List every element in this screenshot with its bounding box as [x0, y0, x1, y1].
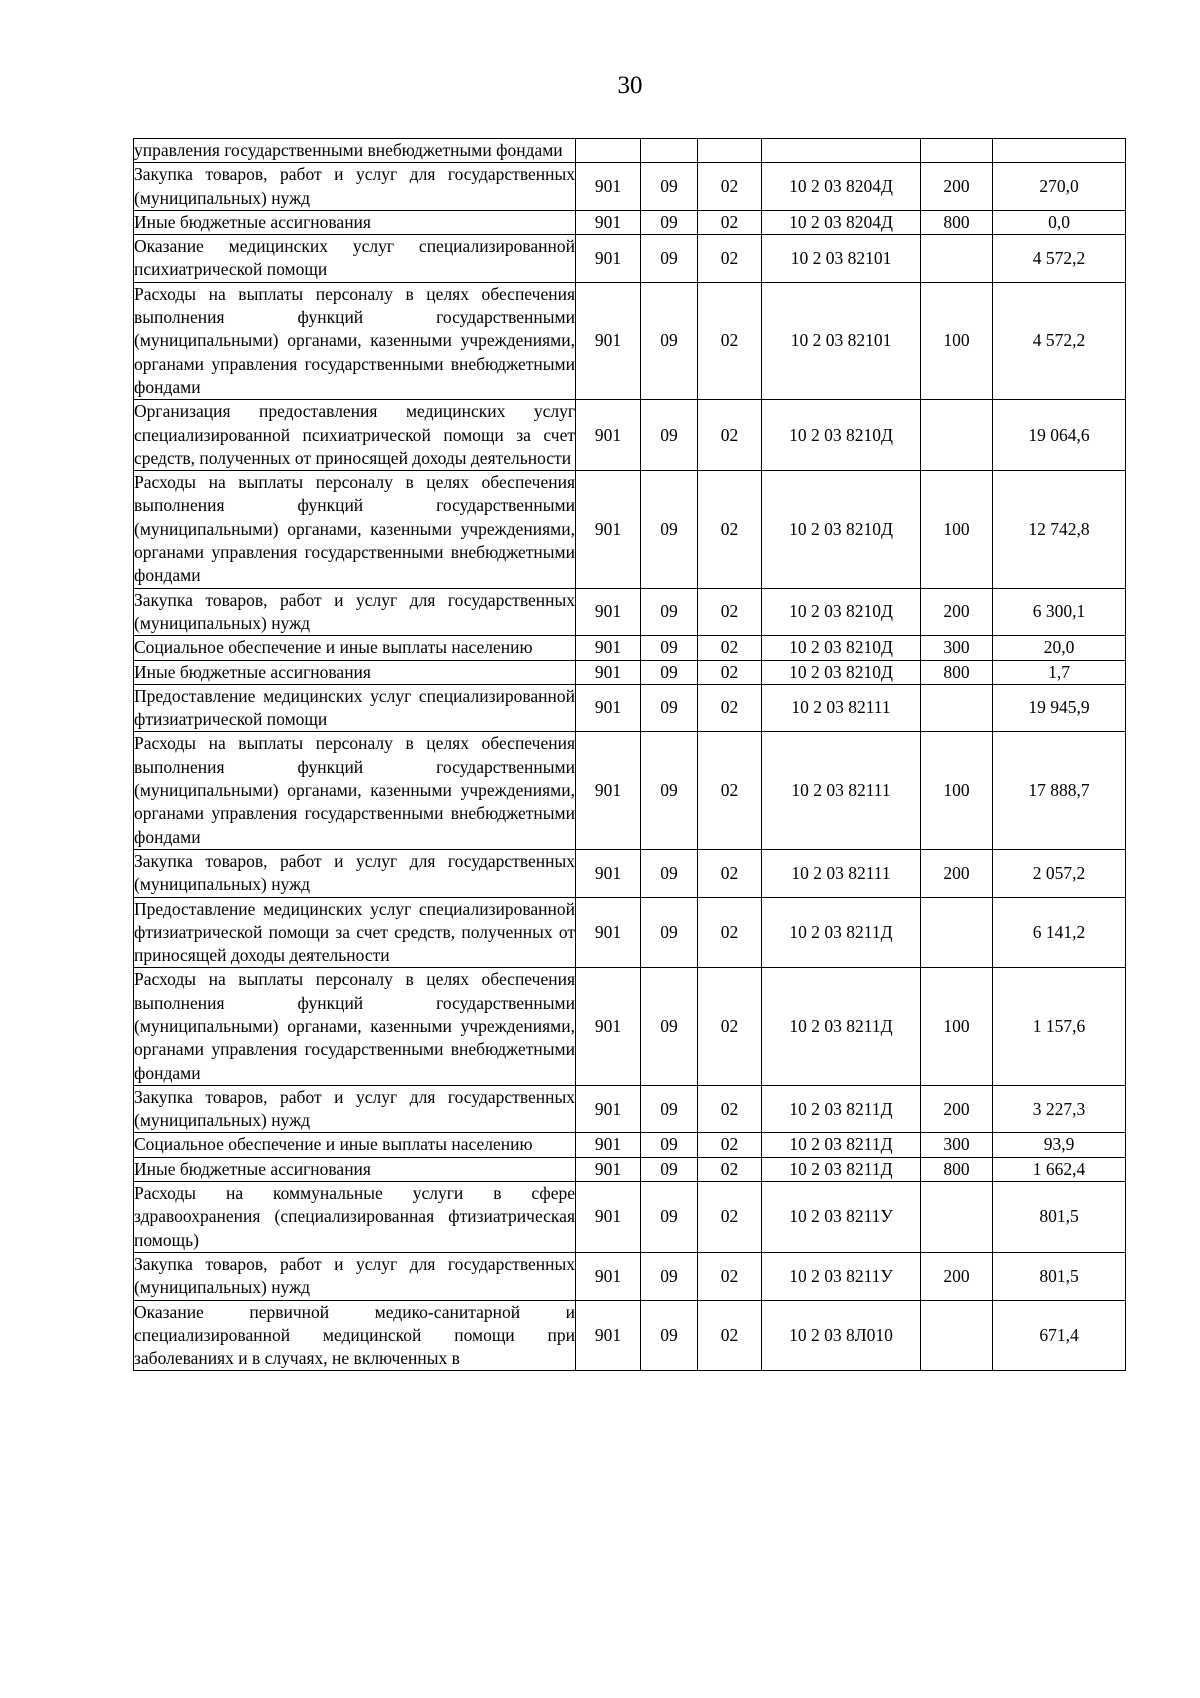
- cell-description: Закупка товаров, работ и услуг для государственных (муниципальных) нужд: [134, 849, 576, 897]
- table-row: [134, 968, 1126, 1085]
- cell-target-article-code: [762, 139, 921, 163]
- cell-description: Расходы на выплаты персоналу в целях обеспечения выполнения функций государственными (муниципальными) органами, казенными учреждениями, органами управления государственными внебюджетными фондами: [134, 732, 576, 849]
- budget-table: [133, 138, 1126, 1371]
- cell-subsection-code: 02: [698, 636, 762, 660]
- cell-target-article-code: 10 2 03 82111: [762, 684, 921, 732]
- cell-section-code: 09: [641, 732, 698, 849]
- cell-grbs-code: 901: [576, 849, 641, 897]
- cell-expense-type-code: 200: [921, 1252, 993, 1300]
- cell-subsection-code: 02: [698, 471, 762, 588]
- cell-target-article-code: 10 2 03 8Л010: [762, 1300, 921, 1371]
- cell-expense-type-code: 200: [921, 1085, 993, 1133]
- cell-section-code: 09: [641, 282, 698, 399]
- table-row: [134, 210, 1126, 234]
- cell-target-article-code: 10 2 03 8211Д: [762, 1157, 921, 1181]
- cell-subsection-code: 02: [698, 1252, 762, 1300]
- cell-description: управления государственными внебюджетными фондами: [134, 139, 576, 163]
- cell-grbs-code: 901: [576, 1133, 641, 1157]
- table-row: [134, 684, 1126, 732]
- cell-grbs-code: 901: [576, 400, 641, 471]
- cell-description: Расходы на выплаты персоналу в целях обеспечения выполнения функций государственными (муниципальными) органами, казенными учреждениями, органами управления государственными внебюджетными фондами: [134, 282, 576, 399]
- cell-description: Расходы на выплаты персоналу в целях обеспечения выполнения функций государственными (муниципальными) органами, казенными учреждениями, органами управления государственными внебюджетными фондами: [134, 968, 576, 1085]
- cell-section-code: 09: [641, 1300, 698, 1371]
- cell-subsection-code: 02: [698, 400, 762, 471]
- cell-target-article-code: 10 2 03 8210Д: [762, 471, 921, 588]
- cell-grbs-code: 901: [576, 636, 641, 660]
- cell-section-code: 09: [641, 968, 698, 1085]
- cell-expense-type-code: 800: [921, 660, 993, 684]
- cell-description: Расходы на коммунальные услуги в сфере здравоохранения (специализированная фтизиатрическая помощь): [134, 1182, 576, 1253]
- cell-target-article-code: 10 2 03 8211У: [762, 1182, 921, 1253]
- cell-expense-type-code: [921, 139, 993, 163]
- cell-description: Закупка товаров, работ и услуг для государственных (муниципальных) нужд: [134, 1252, 576, 1300]
- table-row: [134, 897, 1126, 968]
- cell-section-code: [641, 139, 698, 163]
- cell-target-article-code: 10 2 03 8210Д: [762, 660, 921, 684]
- page-number: 30: [617, 72, 643, 99]
- cell-expense-type-code: [921, 897, 993, 968]
- cell-grbs-code: 901: [576, 660, 641, 684]
- cell-target-article-code: 10 2 03 8204Д: [762, 210, 921, 234]
- cell-section-code: 09: [641, 849, 698, 897]
- cell-target-article-code: 10 2 03 8211Д: [762, 1085, 921, 1133]
- cell-expense-type-code: [921, 1182, 993, 1253]
- cell-grbs-code: 901: [576, 163, 641, 211]
- cell-amount: 1 157,6: [993, 968, 1126, 1085]
- table-row: [134, 139, 1126, 163]
- cell-amount: 4 572,2: [993, 282, 1126, 399]
- cell-amount: 3 227,3: [993, 1085, 1126, 1133]
- table-row: [134, 588, 1126, 636]
- cell-section-code: 09: [641, 588, 698, 636]
- cell-amount: 20,0: [993, 636, 1126, 660]
- cell-subsection-code: 02: [698, 1182, 762, 1253]
- cell-description: Расходы на выплаты персоналу в целях обеспечения выполнения функций государственными (муниципальными) органами, казенными учреждениями, органами управления государственными внебюджетными фондами: [134, 471, 576, 588]
- cell-expense-type-code: 800: [921, 210, 993, 234]
- cell-amount: 2 057,2: [993, 849, 1126, 897]
- cell-subsection-code: 02: [698, 235, 762, 283]
- cell-subsection-code: 02: [698, 282, 762, 399]
- cell-subsection-code: 02: [698, 588, 762, 636]
- cell-amount: [993, 139, 1126, 163]
- cell-amount: 6 300,1: [993, 588, 1126, 636]
- cell-amount: 17 888,7: [993, 732, 1126, 849]
- table-row: [134, 1252, 1126, 1300]
- cell-subsection-code: [698, 139, 762, 163]
- cell-subsection-code: 02: [698, 849, 762, 897]
- cell-grbs-code: 901: [576, 897, 641, 968]
- cell-expense-type-code: 800: [921, 1157, 993, 1181]
- cell-amount: 801,5: [993, 1182, 1126, 1253]
- cell-grbs-code: 901: [576, 1085, 641, 1133]
- cell-description: Социальное обеспечение и иные выплаты населению: [134, 636, 576, 660]
- cell-subsection-code: 02: [698, 660, 762, 684]
- cell-section-code: 09: [641, 471, 698, 588]
- cell-grbs-code: 901: [576, 1157, 641, 1181]
- cell-description: Предоставление медицинских услуг специализированной фтизиатрической помощи: [134, 684, 576, 732]
- cell-target-article-code: 10 2 03 8210Д: [762, 400, 921, 471]
- cell-target-article-code: 10 2 03 8211Д: [762, 1133, 921, 1157]
- cell-expense-type-code: 100: [921, 732, 993, 849]
- cell-target-article-code: 10 2 03 8211Д: [762, 968, 921, 1085]
- cell-section-code: 09: [641, 1157, 698, 1181]
- cell-section-code: 09: [641, 163, 698, 211]
- cell-section-code: 09: [641, 1252, 698, 1300]
- cell-grbs-code: 901: [576, 471, 641, 588]
- cell-amount: 93,9: [993, 1133, 1126, 1157]
- cell-subsection-code: 02: [698, 684, 762, 732]
- cell-description: Иные бюджетные ассигнования: [134, 210, 576, 234]
- cell-target-article-code: 10 2 03 82101: [762, 282, 921, 399]
- cell-description: Закупка товаров, работ и услуг для государственных (муниципальных) нужд: [134, 1085, 576, 1133]
- cell-section-code: 09: [641, 897, 698, 968]
- cell-expense-type-code: 100: [921, 282, 993, 399]
- cell-grbs-code: 901: [576, 1300, 641, 1371]
- cell-description: Социальное обеспечение и иные выплаты населению: [134, 1133, 576, 1157]
- table-row: [134, 732, 1126, 849]
- cell-description: Закупка товаров, работ и услуг для государственных (муниципальных) нужд: [134, 588, 576, 636]
- cell-subsection-code: 02: [698, 1300, 762, 1371]
- cell-amount: 4 572,2: [993, 235, 1126, 283]
- cell-amount: 6 141,2: [993, 897, 1126, 968]
- cell-amount: 0,0: [993, 210, 1126, 234]
- cell-grbs-code: 901: [576, 235, 641, 283]
- cell-amount: 270,0: [993, 163, 1126, 211]
- cell-description: Предоставление медицинских услуг специализированной фтизиатрической помощи за счет средств, полученных от приносящей доходы деятельности: [134, 897, 576, 968]
- table-row: [134, 1157, 1126, 1181]
- cell-subsection-code: 02: [698, 968, 762, 1085]
- cell-section-code: 09: [641, 210, 698, 234]
- cell-target-article-code: 10 2 03 82111: [762, 849, 921, 897]
- cell-expense-type-code: 200: [921, 163, 993, 211]
- cell-amount: 1 662,4: [993, 1157, 1126, 1181]
- table-row: [134, 1182, 1126, 1253]
- cell-expense-type-code: 200: [921, 849, 993, 897]
- cell-expense-type-code: [921, 1300, 993, 1371]
- table-row: [134, 660, 1126, 684]
- cell-amount: 19 945,9: [993, 684, 1126, 732]
- cell-target-article-code: 10 2 03 8210Д: [762, 636, 921, 660]
- table-row: [134, 849, 1126, 897]
- cell-grbs-code: 901: [576, 968, 641, 1085]
- cell-section-code: 09: [641, 1085, 698, 1133]
- cell-grbs-code: 901: [576, 732, 641, 849]
- table-row: [134, 636, 1126, 660]
- cell-section-code: 09: [641, 684, 698, 732]
- cell-description: Закупка товаров, работ и услуг для государственных (муниципальных) нужд: [134, 163, 576, 211]
- cell-subsection-code: 02: [698, 1157, 762, 1181]
- cell-target-article-code: 10 2 03 8204Д: [762, 163, 921, 211]
- cell-expense-type-code: 200: [921, 588, 993, 636]
- cell-target-article-code: 10 2 03 8211У: [762, 1252, 921, 1300]
- cell-section-code: 09: [641, 235, 698, 283]
- cell-grbs-code: 901: [576, 1182, 641, 1253]
- cell-section-code: 09: [641, 1133, 698, 1157]
- cell-expense-type-code: [921, 684, 993, 732]
- cell-expense-type-code: [921, 235, 993, 283]
- cell-expense-type-code: 300: [921, 636, 993, 660]
- cell-grbs-code: [576, 139, 641, 163]
- cell-target-article-code: 10 2 03 8211Д: [762, 897, 921, 968]
- table-row: [134, 1300, 1126, 1371]
- cell-description: Оказание медицинских услуг специализированной психиатрической помощи: [134, 235, 576, 283]
- cell-subsection-code: 02: [698, 163, 762, 211]
- cell-description: Иные бюджетные ассигнования: [134, 660, 576, 684]
- table-row: [134, 235, 1126, 283]
- cell-section-code: 09: [641, 660, 698, 684]
- cell-amount: 19 064,6: [993, 400, 1126, 471]
- cell-amount: 1,7: [993, 660, 1126, 684]
- cell-target-article-code: 10 2 03 82111: [762, 732, 921, 849]
- table-row: [134, 471, 1126, 588]
- cell-subsection-code: 02: [698, 210, 762, 234]
- cell-subsection-code: 02: [698, 1085, 762, 1133]
- cell-section-code: 09: [641, 636, 698, 660]
- table-row: [134, 163, 1126, 211]
- cell-amount: 671,4: [993, 1300, 1126, 1371]
- cell-expense-type-code: 100: [921, 471, 993, 588]
- cell-subsection-code: 02: [698, 897, 762, 968]
- cell-target-article-code: 10 2 03 82101: [762, 235, 921, 283]
- cell-grbs-code: 901: [576, 1252, 641, 1300]
- cell-description: Иные бюджетные ассигнования: [134, 1157, 576, 1181]
- table-row: [134, 1085, 1126, 1133]
- budget-table-body: [134, 139, 1126, 1371]
- cell-target-article-code: 10 2 03 8210Д: [762, 588, 921, 636]
- cell-section-code: 09: [641, 400, 698, 471]
- cell-section-code: 09: [641, 1182, 698, 1253]
- cell-description: Оказание первичной медико-санитарной и специализированной медицинской помощи при заболеваниях и в случаях, не включенных в: [134, 1300, 576, 1371]
- cell-grbs-code: 901: [576, 684, 641, 732]
- cell-grbs-code: 901: [576, 588, 641, 636]
- cell-subsection-code: 02: [698, 732, 762, 849]
- cell-amount: 801,5: [993, 1252, 1126, 1300]
- cell-amount: 12 742,8: [993, 471, 1126, 588]
- cell-description: Организация предоставления медицинских услуг специализированной психиатрической помощи за счет средств, полученных от приносящей доходы деятельности: [134, 400, 576, 471]
- table-row: [134, 1133, 1126, 1157]
- cell-grbs-code: 901: [576, 210, 641, 234]
- cell-grbs-code: 901: [576, 282, 641, 399]
- cell-expense-type-code: 100: [921, 968, 993, 1085]
- table-row: [134, 400, 1126, 471]
- cell-expense-type-code: [921, 400, 993, 471]
- table-row: [134, 282, 1126, 399]
- cell-subsection-code: 02: [698, 1133, 762, 1157]
- cell-expense-type-code: 300: [921, 1133, 993, 1157]
